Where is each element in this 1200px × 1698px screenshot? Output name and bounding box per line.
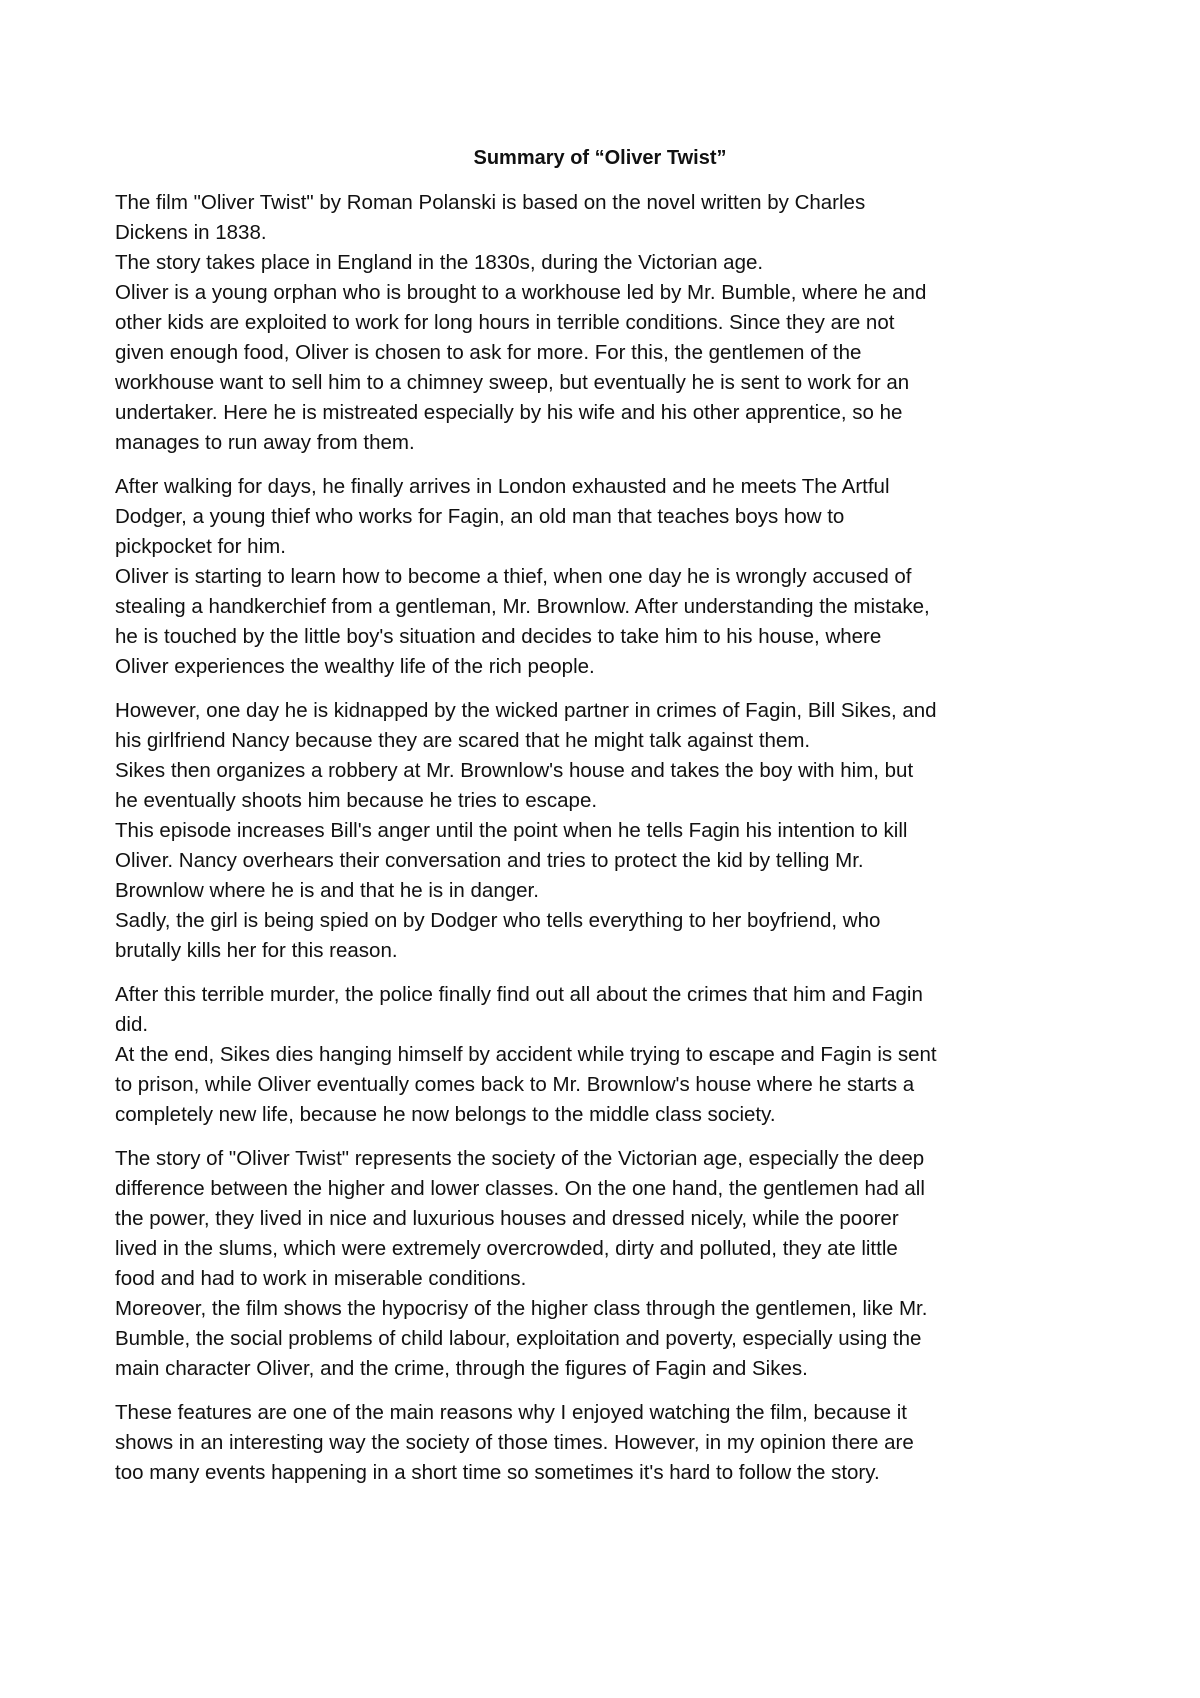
text-line: Oliver experiences the wealthy life of the rich people. <box>115 655 595 678</box>
text-line: he is touched by the little boy's situation and decides to take him to his house, where <box>115 625 882 648</box>
text-line: Moreover, the film shows the hypocrisy of the higher class through the gentlemen, like Mr. <box>115 1297 928 1320</box>
text-line: he eventually shoots him because he tries to escape. <box>115 789 598 812</box>
text-line: lived in the slums, which were extremely overcrowded, dirty and polluted, they ate little <box>115 1237 898 1260</box>
text-line: Brownlow where he is and that he is in danger. <box>115 879 539 902</box>
text-line: too many events happening in a short time so sometimes it's hard to follow the story. <box>115 1461 880 1484</box>
text-line: pickpocket for him. <box>115 535 286 558</box>
text-line: The story of "Oliver Twist" represents the society of the Victorian age, especially the deep <box>115 1147 925 1170</box>
text-line: completely new life, because he now belongs to the middle class society. <box>115 1103 776 1126</box>
paragraph-kidnapping <box>115 696 1095 966</box>
text-line: Oliver. Nancy overhears their conversation and tries to protect the kid by telling Mr. <box>115 849 864 872</box>
paragraph-ending <box>115 980 1095 1130</box>
text-line: Dodger, a young thief who works for Fagin, an old man that teaches boys how to <box>115 505 845 528</box>
paragraph-plot-opening <box>115 188 1095 458</box>
text-line: did. <box>115 1013 149 1036</box>
text-line: The story takes place in England in the 1830s, during the Victorian age. <box>115 251 764 274</box>
text-line: the power, they lived in nice and luxurious houses and dressed nicely, while the poorer <box>115 1207 899 1230</box>
text-line: However, one day he is kidnapped by the wicked partner in crimes of Fagin, Bill Sikes, and <box>115 699 937 722</box>
text-line: The film "Oliver Twist" by Roman Polanski is based on the novel written by Charles <box>115 191 866 214</box>
text-line: Oliver is a young orphan who is brought to a workhouse led by Mr. Bumble, where he and <box>115 281 927 304</box>
text-line: Dickens in 1838. <box>115 221 267 244</box>
text-line: other kids are exploited to work for long hours in terrible conditions. Since they are not <box>115 311 895 334</box>
text-line: stealing a handkerchief from a gentleman, Mr. Brownlow. After understanding the mistake, <box>115 595 930 618</box>
text-line: given enough food, Oliver is chosen to ask for more. For this, the gentlemen of the <box>115 341 862 364</box>
text-line: food and had to work in miserable conditions. <box>115 1267 527 1290</box>
document-title: Summary of “Oliver Twist” <box>473 147 727 169</box>
text-line: After this terrible murder, the police finally find out all about the crimes that him and Fagin <box>115 983 923 1006</box>
text-line: After walking for days, he finally arrives in London exhausted and he meets The Artful <box>115 475 890 498</box>
text-line: workhouse want to sell him to a chimney sweep, but eventually he is sent to work for an <box>115 371 910 394</box>
text-line: to prison, while Oliver eventually comes back to Mr. Brownlow's house where he starts a <box>115 1073 915 1096</box>
text-line: Oliver is starting to learn how to become a thief, when one day he is wrongly accused of <box>115 565 912 588</box>
document-body <box>115 188 1095 1502</box>
text-line: Sikes then organizes a robbery at Mr. Brownlow's house and takes the boy with him, but <box>115 759 914 782</box>
text-line: These features are one of the main reasons why I enjoyed watching the film, because it <box>115 1401 907 1424</box>
text-line: Bumble, the social problems of child labour, exploitation and poverty, especially using the <box>115 1327 922 1350</box>
text-line: At the end, Sikes dies hanging himself by accident while trying to escape and Fagin is sent <box>115 1043 937 1066</box>
text-line: manages to run away from them. <box>115 431 415 454</box>
text-line: Sadly, the girl is being spied on by Dodger who tells everything to her boyfriend, who <box>115 909 881 932</box>
text-line: main character Oliver, and the crime, through the figures of Fagin and Sikes. <box>115 1357 808 1380</box>
text-line: undertaker. Here he is mistreated especially by his wife and his other apprentice, so he <box>115 401 903 424</box>
text-line: This episode increases Bill's anger until the point when he tells Fagin his intention to kill <box>115 819 908 842</box>
text-line: brutally kills her for this reason. <box>115 939 398 962</box>
text-line: his girlfriend Nancy because they are scared that he might talk against them. <box>115 729 811 752</box>
paragraph-london <box>115 472 1095 682</box>
text-line: shows in an interesting way the society of those times. However, in my opinion there are <box>115 1431 914 1454</box>
paragraph-opinion <box>115 1398 1095 1488</box>
paragraph-society <box>115 1144 1095 1384</box>
text-line: difference between the higher and lower classes. On the one hand, the gentlemen had all <box>115 1177 925 1200</box>
